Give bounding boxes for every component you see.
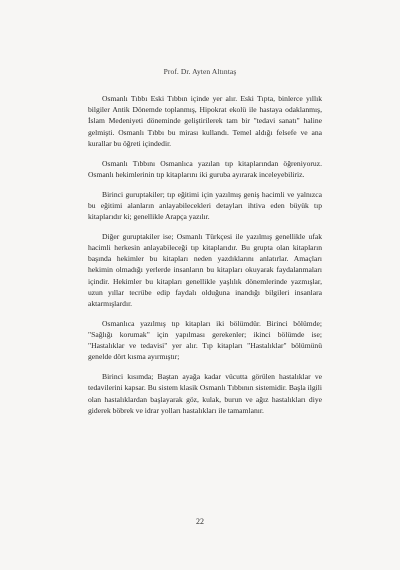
paragraph: Osmanlı Tıbbı Eski Tıbbın içinde yer alır. Eski Tıpta, binlerce yıllık bilgiler Antik Dönemde toplanmış, Hipokrat ekolü ile hastaya odaklanmış, İslam Medeniyeti döneminde geliştirilerek tam bir "tedavi sanatı" haline gelmişti. Osmanlı Tıbbı bu mirası kullandı. Temel aldığı felsefe ve ana kurallar bu öğreti içindedir. — [88, 94, 322, 148]
body-text — [88, 93, 322, 425]
page-number: 22 — [196, 517, 204, 526]
running-head-author: Prof. Dr. Ayten Altıntaş — [163, 67, 237, 76]
paragraph: Birinci kısımda; Baştan ayağa kadar vücutta görülen hastalıklar ve tedavilerini kapsar. Bu sistem klasik Osmanlı Tıbbının sistemidir. Başla ilgili olan hastalıklardan başlayarak göz, kulak, burun ve ağız hastalıkları diye giderek böbrek ve idrar yolları hastalıkları ile tamamlanır. — [88, 372, 322, 415]
paragraph: Osmanlı Tıbbını Osmanlıca yazılan tıp kitaplarından öğreniyoruz. Osmanlı hekimlerinin tıp kitaplarını iki guruba ayırarak inceleyebiliriz. — [88, 158, 322, 179]
paragraph: Birinci guruptakiler; tıp eğitimi için yazılmış geniş hacimli ve yalnızca bu eğitimi alanların anlayabilecekleri detayları ihtiva eden büyük tıp kitaplarıdır ki; genellikle Arapça yazılır. — [88, 189, 322, 222]
paragraph: Diğer guruptakiler ise; Osmanlı Türkçesi ile yazılmış genellikle ufak hacimli herkesin anlayabileceği tıp kitaplarıdır. Bu grupta olan kitapların başında hekimler bu kitapları neden yazdıklarını anlatırlar. Amaçları hekimin olmadığı yerlerde insanların bu kitapları okuyarak faydalanmaları içindir. Hekimler bu kitapları genellikle yaşlılık dönemlerinde yazmışlar, uzun yıllar tecrübe edip faydalı olduğuna inandığı bilgileri insanlara aktarmışlardır. — [88, 231, 322, 309]
paragraph: Osmanlıca yazılmış tıp kitapları iki bölümdür. Birinci bölümde; "Sağlığı korumak" için yapılması gerekenler; ikinci bölümde ise; "Hastalıklar ve tedavisi" yer alır. Tıp kitapları "Hastalıklar" bölümünü genelde dört kısma ayırmıştır; — [88, 318, 322, 362]
